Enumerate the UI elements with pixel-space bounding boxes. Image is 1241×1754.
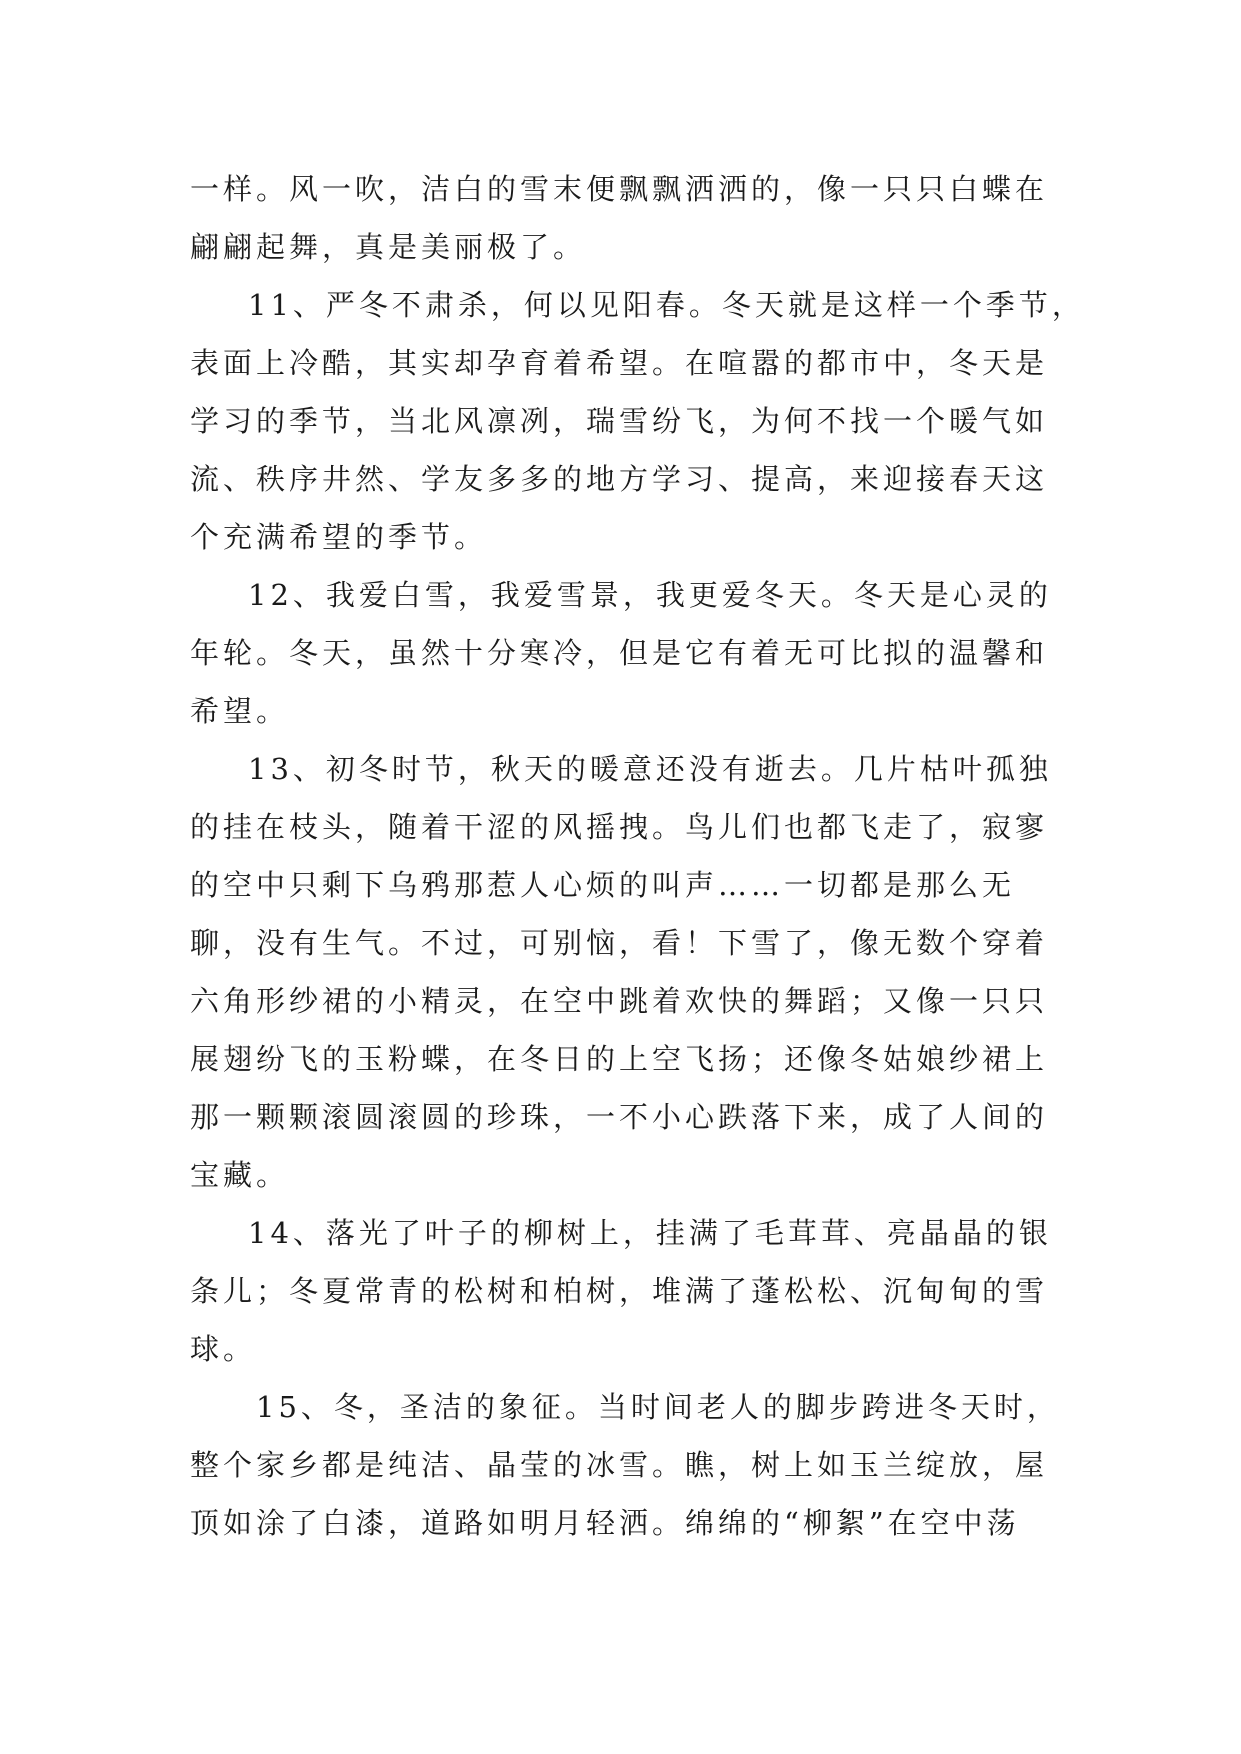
text-line: 翩翩起舞，真是美丽极了。 — [190, 230, 587, 264]
text-line: 聊，没有生气。不过，可别恼，看！下雪了，像无数个穿着 — [190, 926, 1049, 960]
text-line: 六角形纱裙的小精灵，在空中跳着欢快的舞蹈；又像一只只 — [190, 984, 1049, 1018]
text-line: 12、我爱白雪，我爱雪景，我更爱冬天。冬天是心灵的 — [248, 578, 1052, 612]
text-line: 15、冬，圣洁的象征。当时间老人的脚步跨进冬天时， — [256, 1390, 1060, 1424]
paragraph-continuation — [190, 160, 1050, 276]
text-line: 顶如涂了白漆，道路如明月轻洒。绵绵的“柳絮”在空中荡 — [190, 1506, 1020, 1540]
text-line: 展翅纷飞的玉粉蝶，在冬日的上空飞扬；还像冬姑娘纱裙上 — [190, 1042, 1049, 1076]
paragraph-13 — [190, 740, 1050, 1204]
paragraph-11 — [190, 276, 1085, 566]
text-line: 流、秩序井然、学友多多的地方学习、提高，来迎接春天这 — [190, 462, 1049, 496]
text-line: 条儿；冬夏常青的松树和柏树，堆满了蓬松松、沉甸甸的雪 — [190, 1274, 1049, 1308]
text-line: 球。 — [190, 1332, 257, 1366]
text-line: 宝藏。 — [190, 1158, 290, 1192]
text-line: 一样。风一吹，洁白的雪末便飘飘洒洒的，像一只只白蝶在 — [190, 172, 1049, 206]
text-line: 14、落光了叶子的柳树上，挂满了毛茸茸、亮晶晶的银 — [248, 1216, 1052, 1250]
text-line: 11、严冬不肃杀，何以见阳春。冬天就是这样一个季节， — [248, 288, 1085, 322]
text-line: 的空中只剩下乌鸦那惹人心烦的叫声……一切都是那么无 — [190, 868, 1016, 902]
text-line: 希望。 — [190, 694, 290, 728]
text-line: 表面上冷酷，其实却孕育着希望。在喧嚣的都市中，冬天是 — [190, 346, 1049, 380]
document-body — [190, 160, 1085, 1552]
text-line: 13、初冬时节，秋天的暖意还没有逝去。几片枯叶孤独 — [248, 752, 1052, 786]
text-line: 年轮。冬天，虽然十分寒冷，但是它有着无可比拟的温馨和 — [190, 636, 1049, 670]
paragraph-14 — [190, 1204, 1050, 1378]
paragraph-12 — [190, 566, 1050, 740]
paragraph-15 — [190, 1378, 1060, 1552]
text-line: 个充满希望的季节。 — [190, 520, 488, 554]
text-line: 的挂在枝头，随着干涩的风摇拽。鸟儿们也都飞走了，寂寥 — [190, 810, 1049, 844]
text-line: 学习的季节，当北风凛冽，瑞雪纷飞，为何不找一个暖气如 — [190, 404, 1049, 438]
text-line: 那一颗颗滚圆滚圆的珍珠，一不小心跌落下来，成了人间的 — [190, 1100, 1049, 1134]
text-line: 整个家乡都是纯洁、晶莹的冰雪。瞧，树上如玉兰绽放，屋 — [190, 1448, 1049, 1482]
